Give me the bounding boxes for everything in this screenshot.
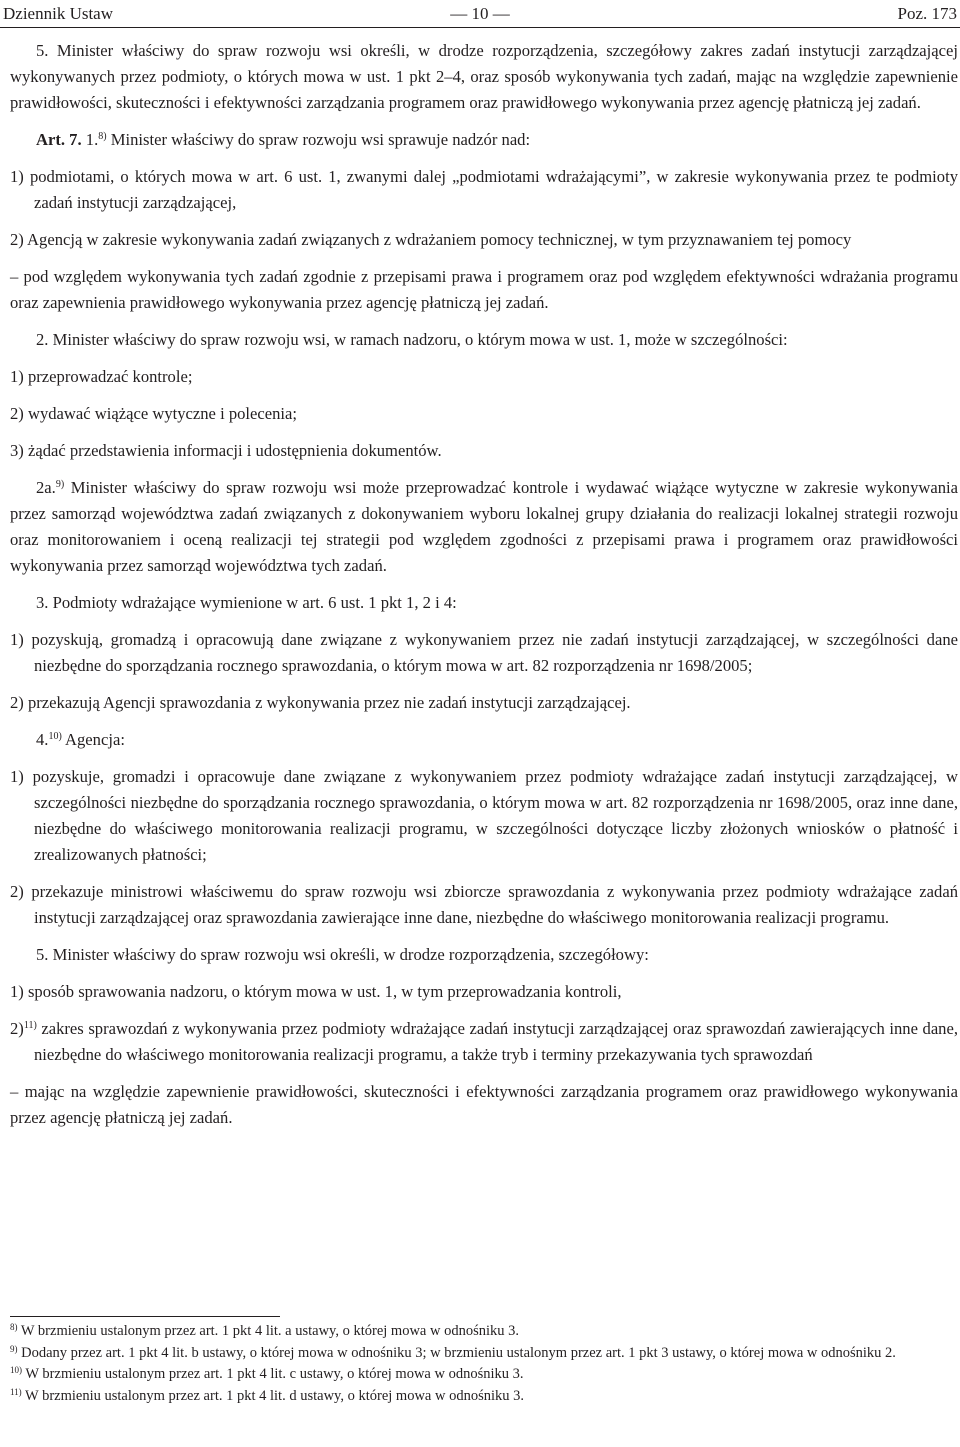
list-item-ust4-2: 2) przekazuje ministrowi właściwemu do spraw rozwoju wsi zbiorcze sprawozdania z wykonywania przez podmioty wdrażające zadań instytucji zarządzającej oraz sprawozdania zawierające inne dane, niezbędne do właściwego monitorowania realizacji programu. — [10, 882, 958, 927]
ust5-2-number: 2) — [10, 1019, 24, 1038]
document-body — [10, 38, 958, 1131]
paragraph-ust-3: 3. Podmioty wdrażające wymienione w art. 6 ust. 1 pkt 1, 2 i 4: — [36, 593, 457, 612]
footnote-ref-9: 9) — [55, 479, 65, 490]
list-item-ust3-2: 2) przekazują Agencji sprawozdania z wykonywania przez nie zadań instytucji zarządzającej. — [10, 693, 631, 712]
article-7-intro: Minister właściwy do spraw rozwoju wsi sprawuje nadzór nad: — [110, 130, 531, 149]
footnote-text: Dodany przez art. 1 pkt 4 lit. b ustawy, o której mowa w odnośniku 3; w brzmieniu ustalonym przez art. 1 pkt 3 ustawy, o której mowa w odnośniku 2. — [21, 1344, 896, 1361]
footnote-text: W brzmieniu ustalonym przez art. 1 pkt 4 lit. c ustawy, o której mowa w odnośniku 3. — [25, 1366, 524, 1382]
list-item-ust2-1: 1) przeprowadzać kontrole; — [10, 367, 193, 386]
article-7-ust-number: 1. — [85, 130, 99, 149]
footnote-9 — [10, 1343, 958, 1365]
footnote-11 — [10, 1386, 958, 1408]
article-7-closing: – pod względem wykonywania tych zadań zgodnie z przepisami prawa i programem oraz pod względem efektywności wdrażania programu oraz zapewnienia prawidłowego wykonywania przez agencję płatniczą jej zadań. — [10, 267, 958, 312]
footnote-8 — [10, 1321, 958, 1343]
paragraph-ust-2a — [10, 475, 958, 579]
ust-2a-number: 2a. — [36, 478, 56, 497]
footnote-ref-8: 8) — [98, 131, 107, 142]
list-item-ust2-2: 2) wydawać wiążące wytyczne i polecenia; — [10, 404, 298, 423]
position-number: Poz. 173 — [897, 4, 957, 23]
header-rule — [0, 27, 960, 28]
article-label: Art. 7. — [36, 130, 82, 149]
list-item-ust5-1: 1) sposób sprawowania nadzoru, o którym mowa w ust. 1, w tym przeprowadzania kontroli, — [10, 982, 622, 1001]
footnote-mark: 9) — [10, 1343, 18, 1354]
ust-2a-text: Minister właściwy do spraw rozwoju wsi może przeprowadzać kontrole i wydawać wiążące wytyczne w zakresie wykonywania przez samorząd województwa zadań związanych z dokonywaniem wyboru lokalnej grupy działania do realizacji lokalnej strategii rozwoju oraz monitorowaniem i oceną realizacji tej strategii pod względem zgodności z przepisami prawa i programem oraz prawidłowości wykonywania przez samorząd województwa tych zadań. — [10, 478, 958, 575]
footnote-separator — [10, 1316, 280, 1317]
journal-title: Dziennik Ustaw — [3, 4, 114, 23]
footnote-mark: 11) — [10, 1386, 22, 1397]
ust-4-text: Agencja: — [65, 730, 125, 749]
article-7-heading — [10, 127, 958, 153]
paragraph-ust-4 — [10, 727, 958, 753]
footnote-text: W brzmieniu ustalonym przez art. 1 pkt 4 lit. a ustawy, o której mowa w odnośniku 3. — [20, 1323, 520, 1339]
page-header — [0, 0, 960, 26]
footnotes — [10, 1321, 958, 1407]
list-item-ust5-2 — [10, 1016, 958, 1068]
footnote-mark: 10) — [10, 1365, 22, 1375]
paragraph-ust-5: 5. Minister właściwy do spraw rozwoju wsi określi, w drodze rozporządzenia, szczegółowy: — [36, 945, 649, 964]
page-number: — 10 — — [450, 4, 510, 23]
list-item-ust3-1: 1) pozyskują, gromadzą i opracowują dane związane z wykonywaniem przez nie zadań instytucji zarządzającej, w szczególności dane niezbędne do sporządzania rocznego sprawozdania, o którym mowa w art. 82 rozporządzenia nr 1698/2005; — [10, 630, 958, 675]
ust-4-number: 4. — [36, 730, 49, 749]
footnote-mark: 8) — [10, 1322, 18, 1332]
paragraph-ust-2: 2. Minister właściwy do spraw rozwoju wsi, w ramach nadzoru, o którym mowa w ust. 1, może w szczególności: — [36, 330, 788, 349]
list-item-ust4-1: 1) pozyskuje, gromadzi i opracowuje dane związane z wykonywaniem przez podmioty wdrażające zadań instytucji zarządzającej, w szczególności niezbędne do sporządzania rocznego sprawozdania, o którym mowa w art. 82 rozporządzenia nr 1698/2005, oraz inne dane, niezbędne do właściwego monitorowania realizacji programu, w szczególności dotyczące liczby złożonych wniosków o płatność i zrealizowanych płatności; — [10, 767, 958, 864]
list-item-art7-1: 1) podmiotami, o których mowa w art. 6 ust. 1, zwanymi dalej „podmiotami wdrażającymi”, w zakresie wykonywania przez te podmioty zadań instytucji zarządzającej, — [10, 167, 958, 212]
ust-5-closing: – mając na względzie zapewnienie prawidłowości, skuteczności i efektywności zarządzania programem oraz prawidłowego wykonywania przez agencję płatniczą jej zadań. — [10, 1082, 958, 1127]
list-item-ust2-3: 3) żądać przedstawienia informacji i udostępnienia dokumentów. — [10, 441, 442, 460]
list-item-art7-2: 2) Agencją w zakresie wykonywania zadań związanych z wdrażaniem pomocy technicznej, w tym przyznawaniem tej pomocy — [10, 230, 852, 249]
footnote-10 — [10, 1364, 958, 1386]
paragraph-ust-5-top: 5. Minister właściwy do spraw rozwoju wsi określi, w drodze rozporządzenia, szczegółowy zakres zadań instytucji zarządzającej wykonywanych przez podmioty, o których mowa w ust. 1 pkt 2–4, oraz sposób wykonywania tych zadań, mając na względzie zapewnienie prawidłowości, skuteczności i efektywności zarządzania programem oraz prawidłowego wykonywania przez agencję płatniczą jej zadań. — [10, 41, 958, 112]
ust5-2-text: zakres sprawozdań z wykonywania przez podmioty wdrażające zadań instytucji zarządzającej oraz sprawozdań zawierających inne dane, niezbędne do właściwego monitorowania realizacji programu, a także tryb i terminy przekazywania tych sprawozdań — [34, 1019, 958, 1064]
footnote-ref-10: 10) — [48, 731, 62, 742]
footnote-text: W brzmieniu ustalonym przez art. 1 pkt 4 lit. d ustawy, o której mowa w odnośniku 3. — [25, 1387, 525, 1404]
footnote-ref-11: 11) — [23, 1020, 37, 1031]
